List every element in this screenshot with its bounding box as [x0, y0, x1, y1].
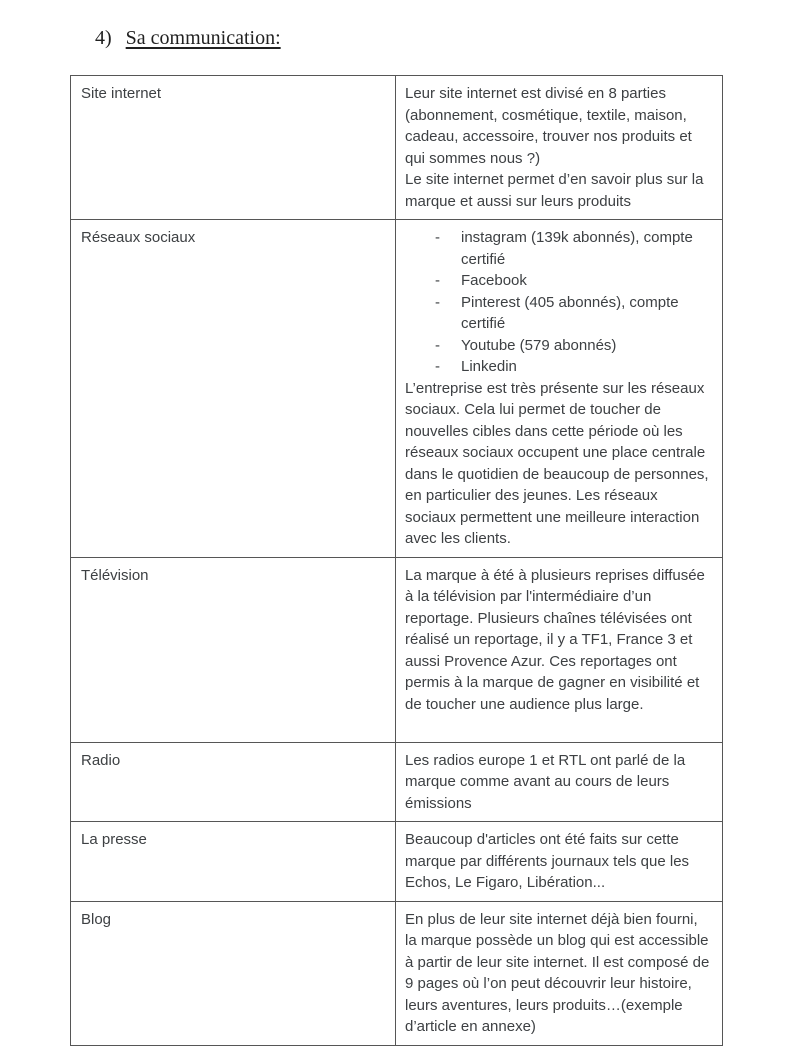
list-item [405, 270, 712, 292]
row-label: La presse [71, 822, 396, 902]
table-row-television [71, 557, 723, 742]
row-label: Radio [71, 742, 396, 822]
list-item-text: Youtube (579 abonnés) [461, 336, 617, 354]
row-label: Réseaux sociaux [71, 220, 396, 558]
row-label: Blog [71, 901, 396, 1045]
bullet-dash-icon: - [435, 336, 440, 354]
list-item [405, 227, 712, 270]
table-row-site-internet [71, 76, 723, 220]
paragraph: L’entreprise est très présente sur les réseaux sociaux. Cela lui permet de toucher de nouvelles cibles dans cette période où les réseaux sociaux occupent une place centrale dans le quotidien de beaucoup de personnes, en particulier des jeunes. Les réseaux sociaux permettent une meilleure interaction avec les clients. [405, 379, 709, 547]
bullet-dash-icon: - [435, 272, 440, 289]
row-content [396, 822, 723, 902]
paragraph: Les radios europe 1 et RTL ont parlé de la marque comme avant au cours de leurs émissions [405, 751, 686, 812]
row-content [396, 742, 723, 822]
list-item [405, 335, 712, 357]
row-label: Site internet [71, 76, 396, 220]
row-content [396, 901, 723, 1045]
bullet-dash-icon: - [435, 358, 440, 375]
list-item-text: Linkedin [461, 358, 517, 375]
row-content [396, 76, 723, 220]
section-number: 4) [95, 27, 112, 49]
paragraph: Beaucoup d'articles ont été faits sur cette marque par différents journaux tels que les Echos, Le Figaro, Libération... [405, 831, 690, 891]
communication-table [70, 75, 723, 1046]
table-row-reseaux-sociaux [71, 220, 723, 558]
list-item-text: instagram (139k abonnés), compte certifié [461, 229, 693, 268]
table-row-la-presse [71, 822, 723, 902]
paragraph: En plus de leur site internet déjà bien fourni, la marque possède un blog qui est accessible à partir de leur site internet. Il est composé de 9 pages où l’on peut découvrir leur histoire, leurs aventures, leurs produits…(exemple d’article en annexe) [405, 910, 710, 1035]
list-item [405, 356, 712, 378]
list-item-text: Facebook [461, 272, 527, 289]
paragraph: La marque à été à plusieurs reprises diffusée à la télévision par l'intermédiaire d’un reportage. Plusieurs chaînes télévisées ont réalisé un reportage, il y a TF1, France 3 et aussi Provence Azur. Ces reportages ont permis à la marque de gagner en visibilité et de toucher une audience plus large. [405, 566, 705, 713]
paragraph: Leur site internet est divisé en 8 parties (abonnement, cosmétique, textile, maison, cadeau, accessoire, trouver nos produits et qui sommes nous ?) [405, 85, 692, 167]
paragraph: Le site internet permet d’en savoir plus sur la marque et aussi sur leurs produits [405, 171, 704, 210]
section-heading [95, 27, 281, 50]
table-row-radio [71, 742, 723, 822]
list-item-text: Pinterest (405 abonnés), compte certifié [461, 293, 679, 332]
row-content [396, 220, 723, 558]
list-item [405, 292, 712, 335]
section-title: Sa communication: [125, 27, 281, 49]
table-row-blog [71, 901, 723, 1045]
bullet-dash-icon: - [435, 293, 440, 311]
row-content [396, 557, 723, 742]
bullet-dash-icon: - [435, 229, 440, 246]
row-label: Télévision [71, 557, 396, 742]
